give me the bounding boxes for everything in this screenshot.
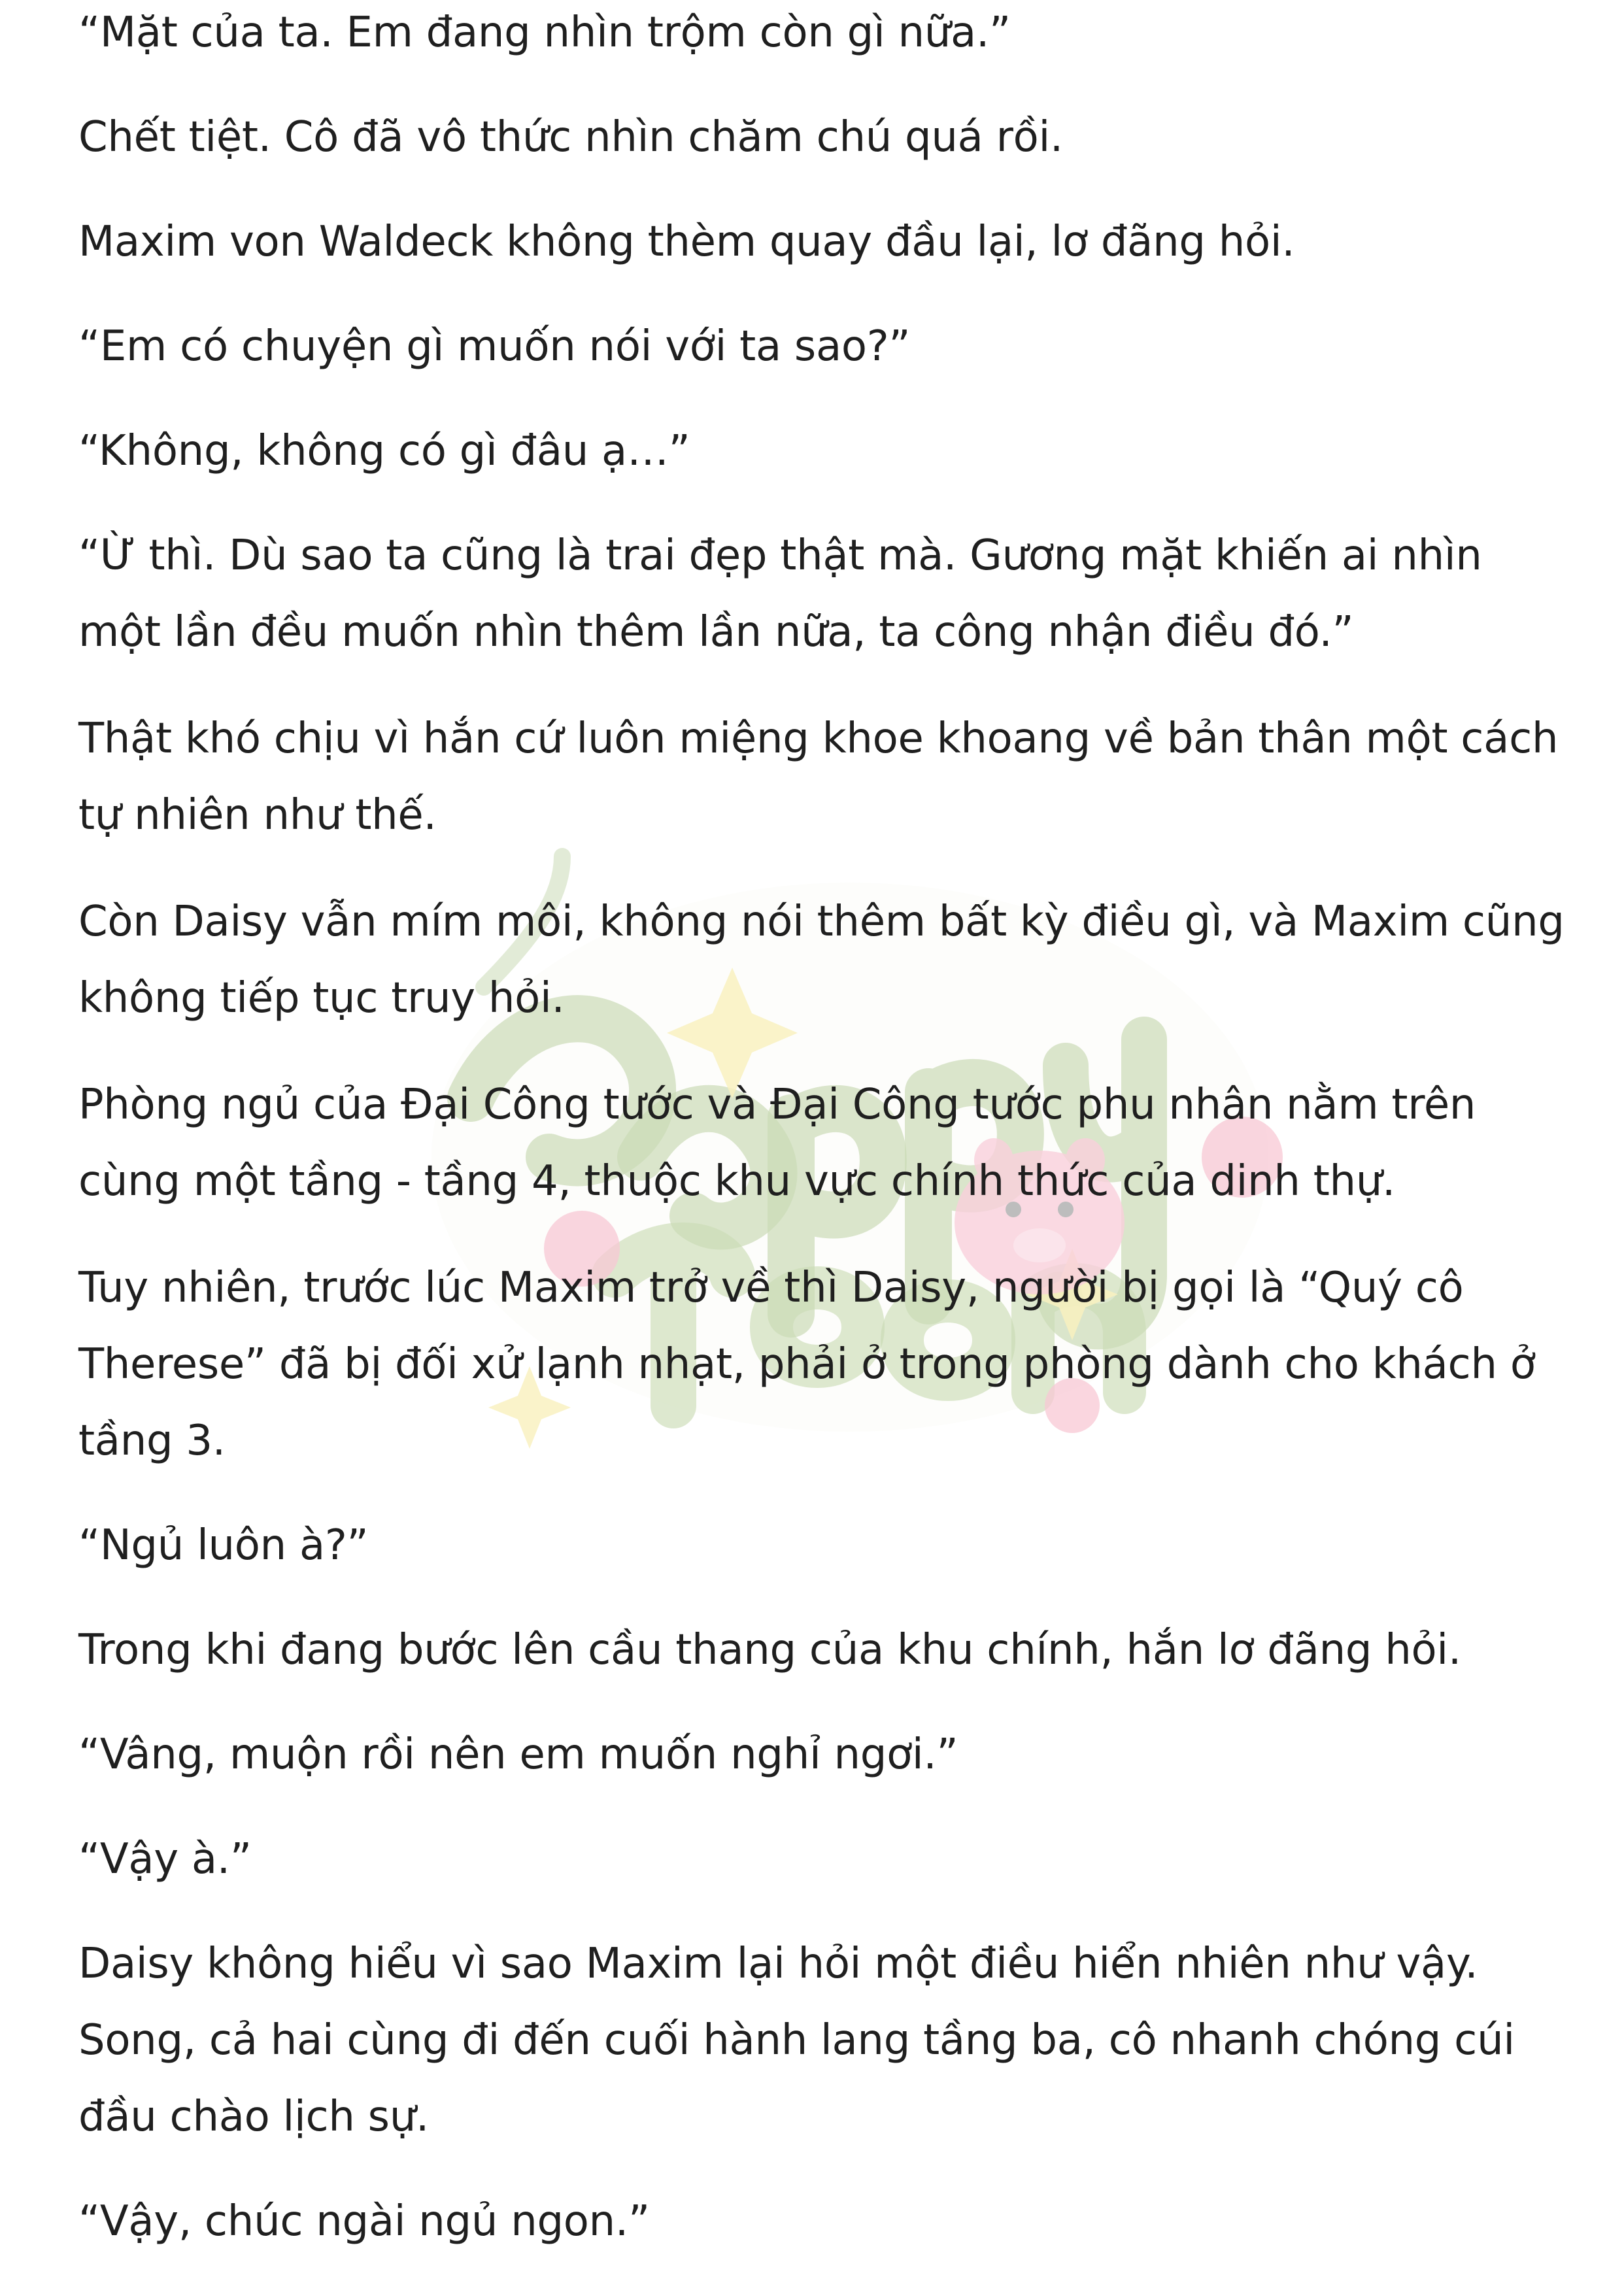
paragraph: “Em có chuyện gì muốn nói với ta sao?” — [78, 322, 911, 371]
paragraph: “Mặt của ta. Em đang nhìn trộm còn gì nữa.” — [78, 8, 1011, 57]
paragraph: Thật khó chịu vì hắn cứ luôn miệng khoe khoang về bản thân một cách tự nhiên như thế. — [78, 715, 1559, 839]
paragraph: Maxim von Waldeck không thèm quay đầu lại, lơ đãng hỏi. — [78, 218, 1295, 266]
paragraph: Daisy không hiểu vì sao Maxim lại hỏi một điều hiển nhiên như vậy. Song, cả hai cùng đi đến cuối hành lang tầng ba, cô nhanh chóng cúi đầu chào lịch sự. — [78, 1940, 1515, 2141]
paragraph: “Không, không có gì đâu ạ…” — [78, 427, 690, 475]
paragraph: “Ừ thì. Dù sao ta cũng là trai đẹp thật mà. Gương mặt khiến ai nhìn một lần đều muốn nhìn thêm lần nữa, ta công nhận điều đó.” — [78, 531, 1482, 656]
paragraph: “Vậy, chúc ngài ngủ ngon.” — [78, 2197, 650, 2246]
paragraph: Tuy nhiên, trước lúc Maxim trở về thì Daisy, người bị gọi là “Quý cô Therese” đã bị đối xử lạnh nhạt, phải ở trong phòng dành cho khách ở tầng 3. — [78, 1264, 1536, 1465]
paragraph: “Ngủ luôn à?” — [78, 1521, 369, 1570]
paragraph: “Vâng, muộn rồi nên em muốn nghỉ ngơi.” — [78, 1730, 958, 1779]
paragraph: Chết tiệt. Cô đã vô thức nhìn chăm chú quá rồi. — [78, 113, 1063, 161]
paragraph: Phòng ngủ của Đại Công tước và Đại Công tước phu nhân nằm trên cùng một tầng - tầng 4, thuộc khu vực chính thức của dinh thự. — [78, 1081, 1476, 1206]
paragraph: “Vậy à.” — [78, 1835, 252, 1883]
paragraph: Còn Daisy vẫn mím môi, không nói thêm bất kỳ điều gì, và Maxim cũng không tiếp tục truy hỏi. — [78, 898, 1565, 1022]
paragraph: Trong khi đang bước lên cầu thang của khu chính, hắn lơ đãng hỏi. — [78, 1626, 1461, 1674]
